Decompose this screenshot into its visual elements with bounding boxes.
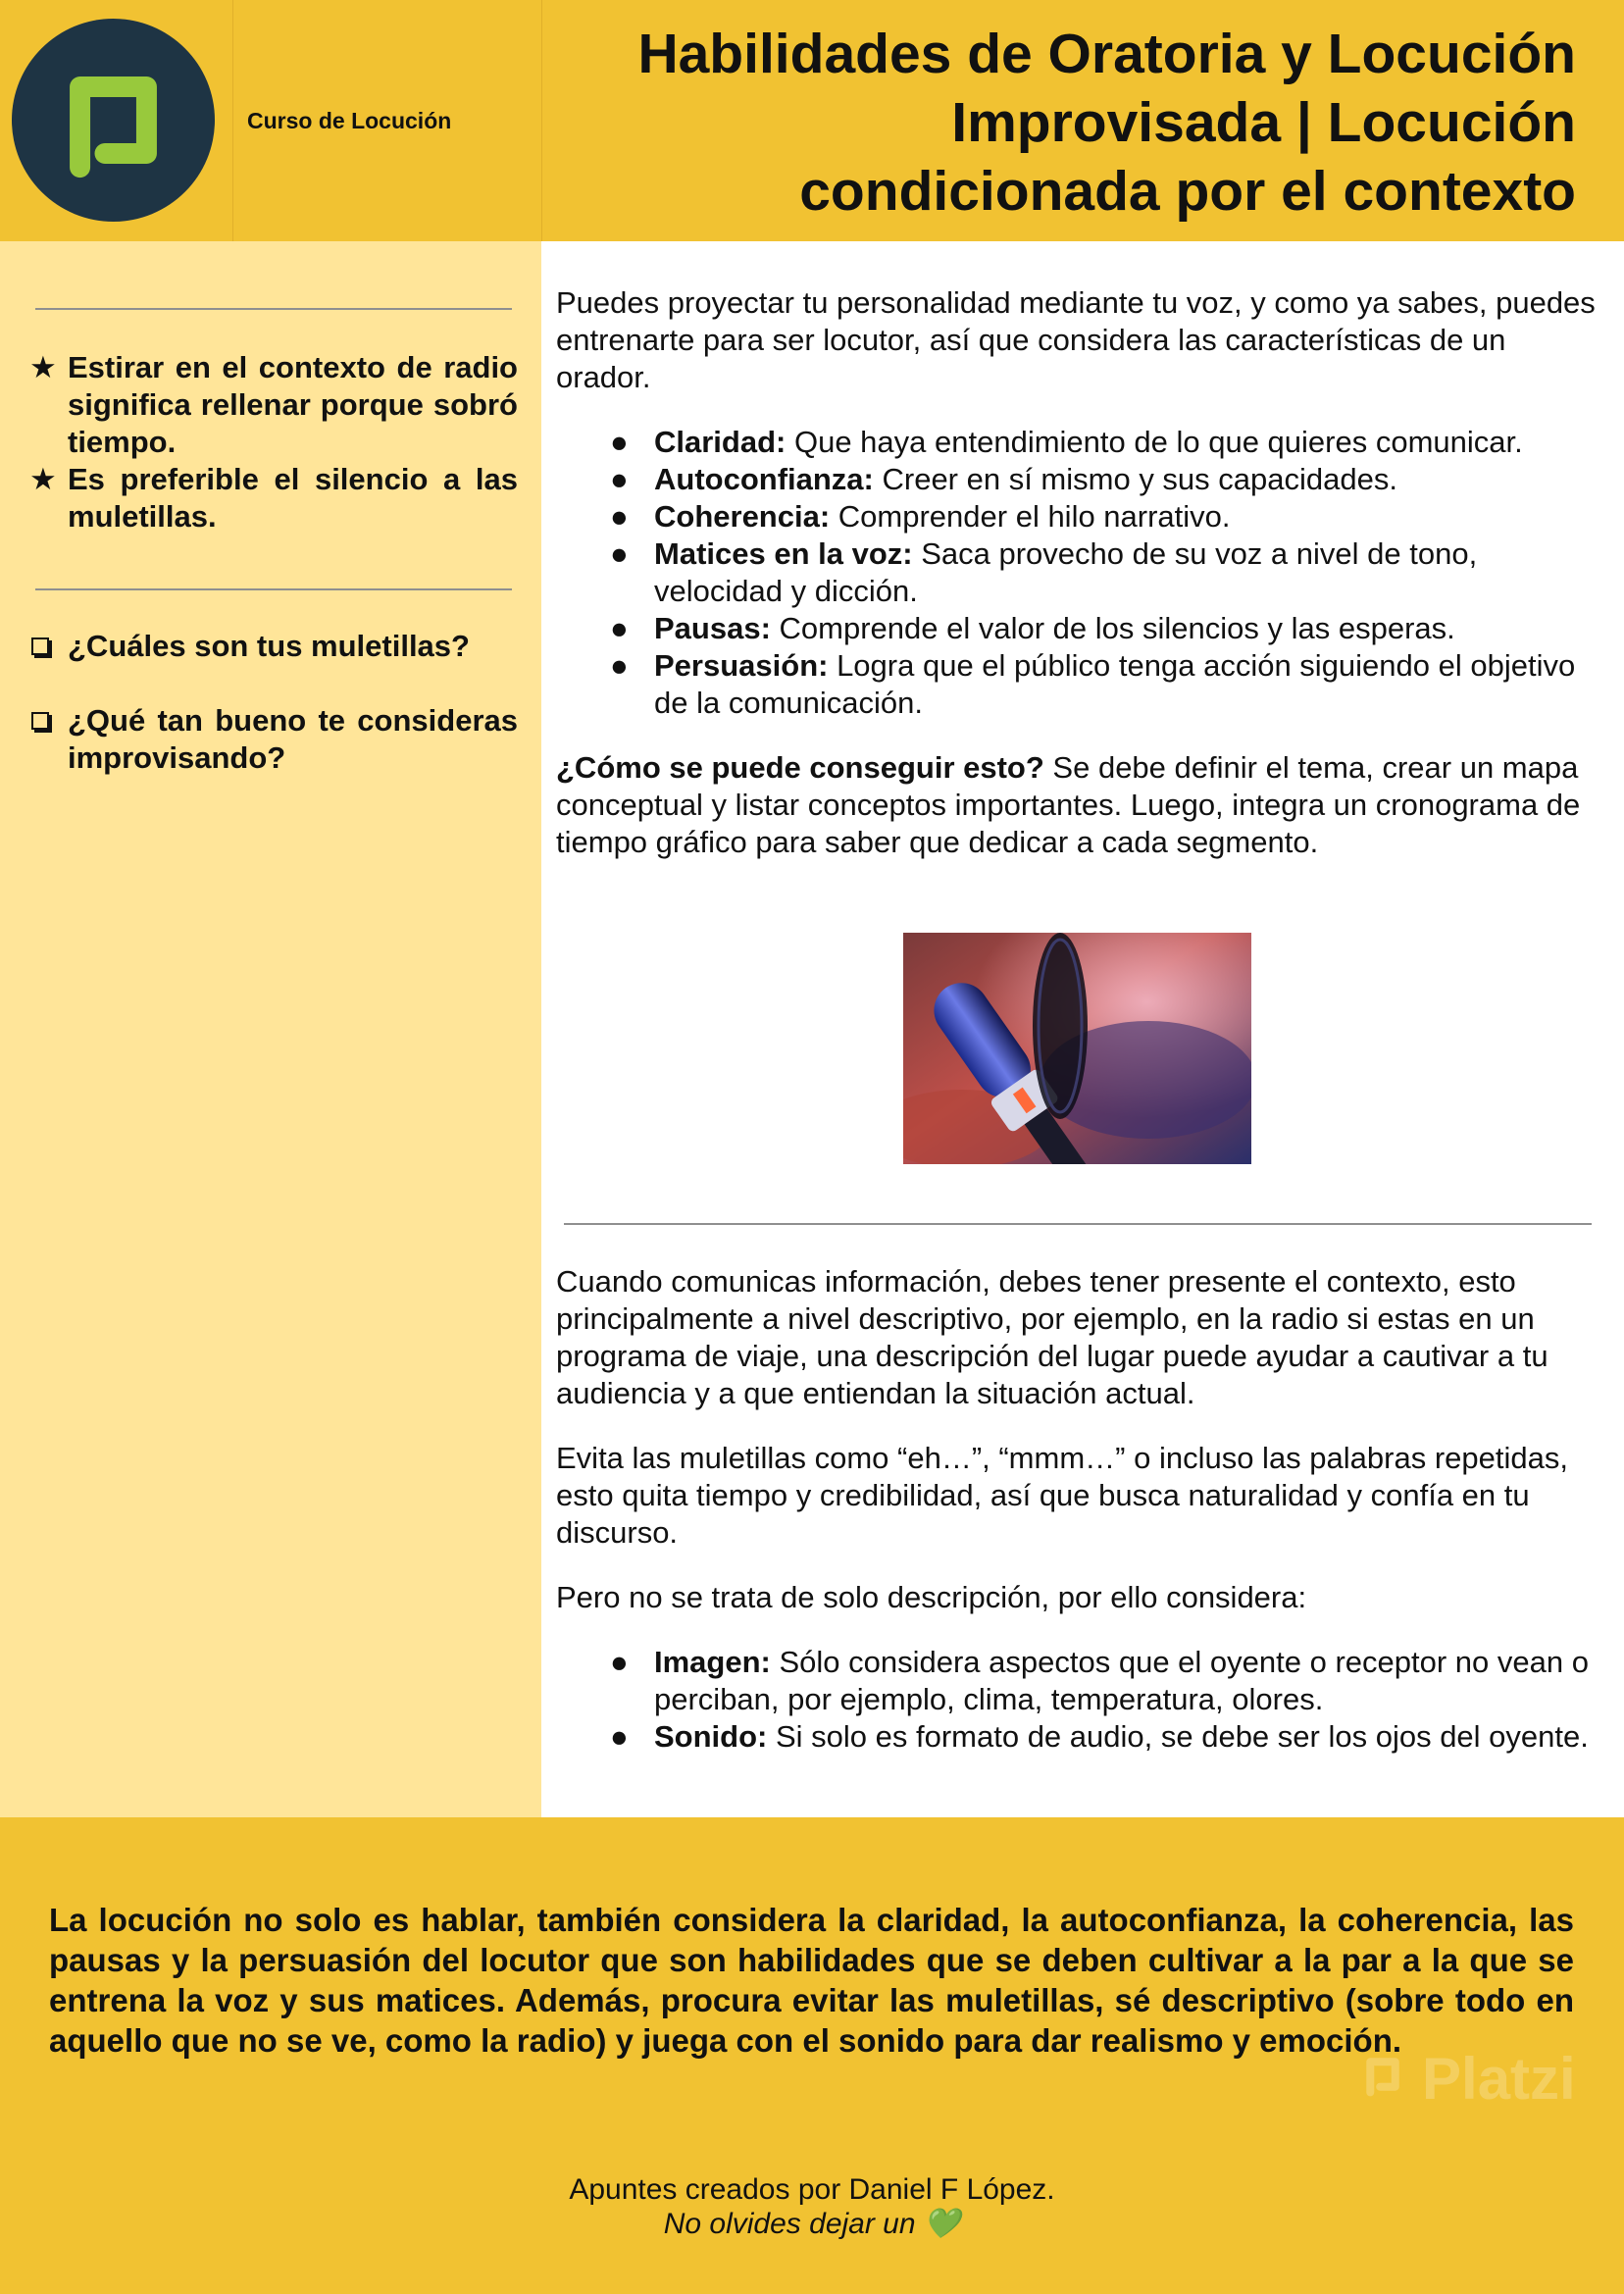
platzi-logo-icon	[1344, 2035, 1422, 2114]
bullet-icon: ●	[610, 425, 629, 459]
platzi-logo-icon	[12, 19, 215, 222]
reminder-text: No olvides dejar un	[663, 2208, 916, 2240]
trait-term: Claridad:	[654, 425, 787, 459]
fillers-paragraph: Evita las muletillas como “eh…”, “mmm…” o incluso las palabras repetidas, esto quita tiempo y credibilidad, así que busca naturalidad y confía en tu discurso.	[556, 1441, 1568, 1550]
trait-desc: Saca provecho de su voz a nivel de tono, velocidad y dicción.	[654, 536, 1478, 608]
trait-term: Coherencia:	[654, 499, 831, 534]
how-paragraph	[556, 749, 1596, 861]
bullet-icon: ●	[610, 536, 629, 571]
bullet-icon: ●	[610, 611, 629, 645]
divider	[35, 308, 512, 310]
trait-term: Pausas:	[654, 611, 771, 645]
star-icon: ★	[29, 462, 57, 496]
green-heart-icon: 💚	[923, 2208, 961, 2240]
trait-desc: Comprender el hilo narrativo.	[830, 499, 1231, 534]
watermark-text: Platzi	[1422, 2046, 1576, 2112]
consideration-desc: Sólo considera aspectos que el oyente o receptor no vean o perciban, por ejemplo, clima, temperatura, olores.	[654, 1645, 1589, 1716]
list-item	[556, 647, 1596, 722]
title-line: condicionada por el contexto	[799, 160, 1576, 223]
list-item	[29, 702, 518, 777]
divider	[564, 1223, 1592, 1225]
list-item	[556, 461, 1596, 498]
how-question: ¿Cómo se puede conseguir esto?	[556, 750, 1044, 785]
page-title	[536, 20, 1576, 226]
logo-cell	[0, 0, 233, 241]
list-item	[556, 1644, 1596, 1718]
context-section	[556, 1263, 1596, 1756]
reminder	[0, 2207, 1624, 2241]
list-item	[556, 498, 1596, 535]
bullet-icon: ●	[610, 462, 629, 496]
questions-list	[29, 628, 518, 814]
trait-desc: Logra que el público tenga acción siguiendo el objetivo de la comunicación.	[654, 648, 1576, 720]
bullet-icon: ●	[610, 648, 629, 683]
list-item	[29, 349, 518, 461]
list-item	[556, 1718, 1596, 1756]
trait-desc: Que haya entendimiento de lo que quieres comunicar.	[786, 425, 1523, 459]
consider-intro: Pero no se trata de solo descripción, por ello considera:	[556, 1580, 1307, 1614]
list-item	[29, 461, 518, 535]
list-item	[556, 535, 1596, 610]
bullet-icon: ●	[610, 1645, 629, 1679]
trait-term: Matices en la voz:	[654, 536, 913, 571]
bullet-icon: ●	[610, 499, 629, 534]
traits-list	[556, 424, 1596, 722]
course-name: Curso de Locución	[247, 108, 452, 133]
trait-term: Persuasión:	[654, 648, 829, 683]
trait-desc: Creer en sí mismo y sus capacidades.	[873, 462, 1397, 496]
footer	[0, 1817, 1624, 2294]
note-text: Es preferible el silencio a las muletillas.	[68, 462, 518, 534]
list-item	[29, 628, 518, 665]
summary-paragraph: La locución no solo es hablar, también considera la claridad, la autoconfianza, la coherencia, las pausas y la persuasión del locutor que son habilidades que se deben cultivar a la par a la que se entrena la voz y sus matices. Además, procura evitar las muletillas, sé descriptivo (sobre todo en aquello que no se ve, como la radio) y juega con el sonido para dar realismo y emoción.	[49, 1902, 1574, 2059]
credit	[0, 2172, 1624, 2241]
how-answer: Se debe definir el tema, crear un mapa conceptual y listar conceptos importantes. Luego, integra un cronograma de tiempo gráfico para saber que dedicar a cada segmento.	[556, 750, 1581, 859]
divider	[35, 588, 512, 590]
considerations-list	[556, 1644, 1596, 1756]
question-text: ¿Qué tan bueno te consideras improvisando?	[68, 703, 518, 775]
bullet-icon: ●	[610, 1719, 629, 1754]
course-cell	[233, 0, 542, 241]
title-line: Improvisada | Locución	[951, 91, 1576, 154]
microphone-photo	[903, 933, 1251, 1164]
author-credit: Apuntes creados por Daniel F López.	[569, 2173, 1055, 2206]
note-text: Estirar en el contexto de radio significa rellenar porque sobró tiempo.	[68, 350, 518, 459]
consideration-term: Imagen:	[654, 1645, 771, 1679]
context-paragraph: Cuando comunicas información, debes tener presente el contexto, esto principalmente a nivel descriptivo, por ejemplo, en la radio si estas en un programa de viaje, una descripción del lugar puede ayudar a cautivar a tu audiencia y a que entiendan la situación actual.	[556, 1264, 1548, 1410]
checkbox-icon	[31, 712, 49, 730]
star-icon: ★	[29, 350, 57, 384]
list-item	[556, 610, 1596, 647]
title-line: Habilidades de Oratoria y Locución	[637, 23, 1576, 85]
trait-term: Autoconfianza:	[654, 462, 874, 496]
notes-list	[29, 349, 518, 535]
consideration-term: Sonido:	[654, 1719, 768, 1754]
question-text: ¿Cuáles son tus muletillas?	[68, 629, 470, 663]
trait-desc: Comprende el valor de los silencios y las esperas.	[770, 611, 1455, 645]
header	[0, 0, 1624, 241]
consideration-desc: Si solo es formato de audio, se debe ser los ojos del oyente.	[767, 1719, 1589, 1754]
platzi-watermark	[1344, 2035, 1589, 2114]
sidebar	[0, 241, 541, 1817]
list-item	[556, 424, 1596, 461]
main-content	[556, 241, 1596, 861]
intro-paragraph: Puedes proyectar tu personalidad mediante tu voz, y como ya sabes, puedes entrenarte para ser locutor, así que considera las características de un orador.	[556, 285, 1596, 394]
checkbox-icon	[31, 637, 49, 655]
